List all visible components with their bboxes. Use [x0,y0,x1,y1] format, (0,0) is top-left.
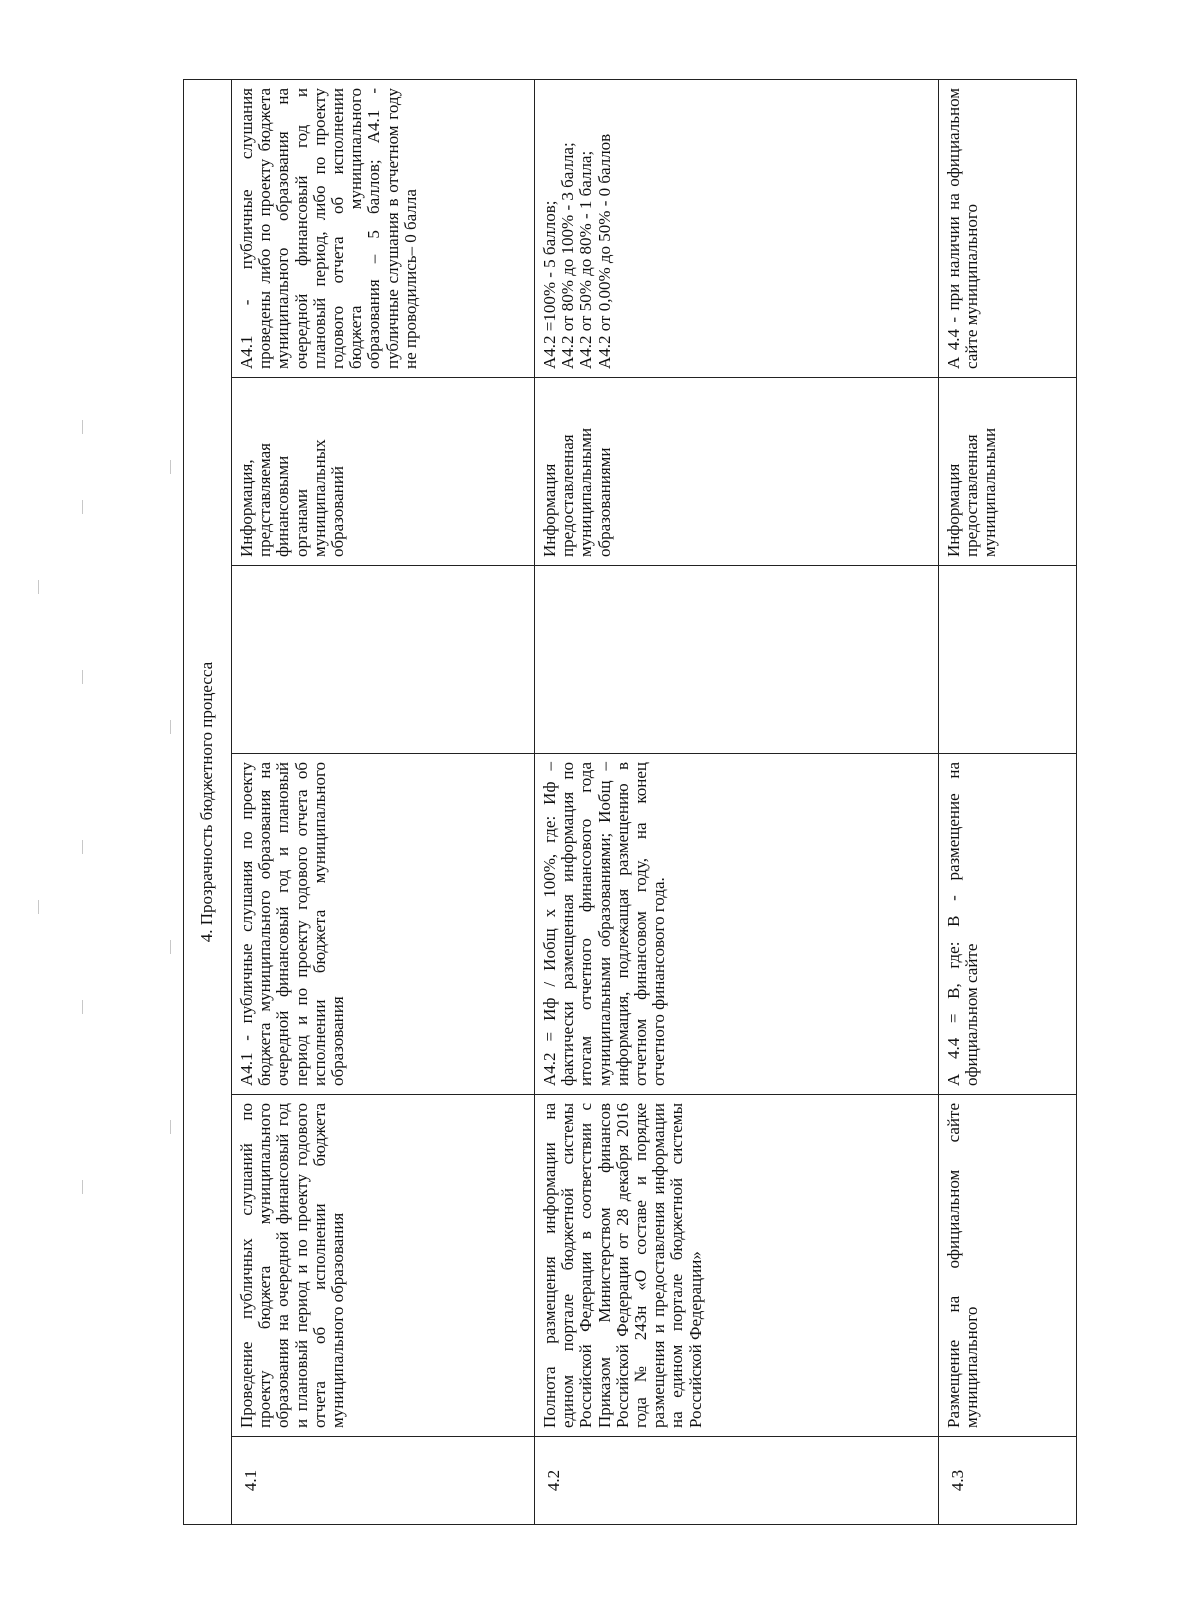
empty-cell [535,566,939,754]
rotated-document-page [183,80,1076,1525]
scoring-criteria: А4.1 - публичные слушания проведены либо по проекту бюджета муниципального образования на очередной финансовый год и плановый период, либо по проекту годового отчета об исполнении бюджета муниципального образования – 5 баллов; А4.1 - публичные слушания в отчетном году не проводились– 0 балла [232,79,535,377]
empty-cell [232,566,535,754]
scoring-line: А4.2 от 0,00% до 50% - 0 баллов [594,133,614,369]
scoring-line: А4.2 от 80% до 100% - 3 балла; [558,142,578,369]
scoring-criteria [535,79,939,377]
indicator-name: Размещение на официальном сайте муниципального [939,1095,1077,1437]
table-row [939,79,1077,1524]
row-number: 4.3 [939,1437,1077,1525]
empty-cell [939,566,1077,754]
data-source: Информация предоставленная муниципальными образованиями [535,378,939,566]
row-number: 4.2 [535,1437,939,1525]
section-title: 4. Прозрачность бюджетного процесса [184,79,232,1524]
calculation-formula: А4.2 = Иф / Иобщ х 100%, где: Иф – фактически размещенная информация по итогам отчетного финансового года муниципальными образованиями; Иобщ – информация, подлежащая размещению в отчетном финансовом году, на конец отчетного финансового года. [535,754,939,1095]
scan-artifacts [30,420,190,1320]
indicator-name: Проведение публичных слушаний по проекту бюджета муниципального образования на очередной финансовый год и плановый период и по проекту годового отчета об исполнении бюджета муниципального образования [232,1095,535,1437]
scoring-line: А4.2 =100% - 5 баллов; [540,200,559,369]
scoring-criteria: А 4.4 - при наличии на официальном сайте муниципального [939,79,1077,377]
calculation-formula: А4.1 - публичные слушания по проекту бюджета муниципального образования на очередной финансовый год и плановый период и по проекту годового отчета об исполнении бюджета муниципального образования [232,754,535,1095]
indicator-name: Полнота размещения информации на едином портале бюджетной системы Российской Федерации в соответствии с Приказом Министерством финансов Российской Федерации от 28 декабря 2016 года № 243н «О составе и порядке размещения и предоставления информации на едином портале бюджетной системы Российской Федерации» [535,1095,939,1437]
data-source: Информация предоставленная муниципальными [939,378,1077,566]
data-source: Информация, представляемая финансовыми органами муниципальных образований [232,378,535,566]
budget-transparency-table [183,79,1077,1525]
table-row [535,79,939,1524]
scoring-line: А4.2 от 50% до 80% - 1 балла; [576,150,596,369]
section-header-row [184,79,232,1524]
table-row [232,79,535,1524]
calculation-formula: А 4.4 = В, где: В - размещение на официальном сайте [939,754,1077,1095]
row-number: 4.1 [232,1437,535,1525]
